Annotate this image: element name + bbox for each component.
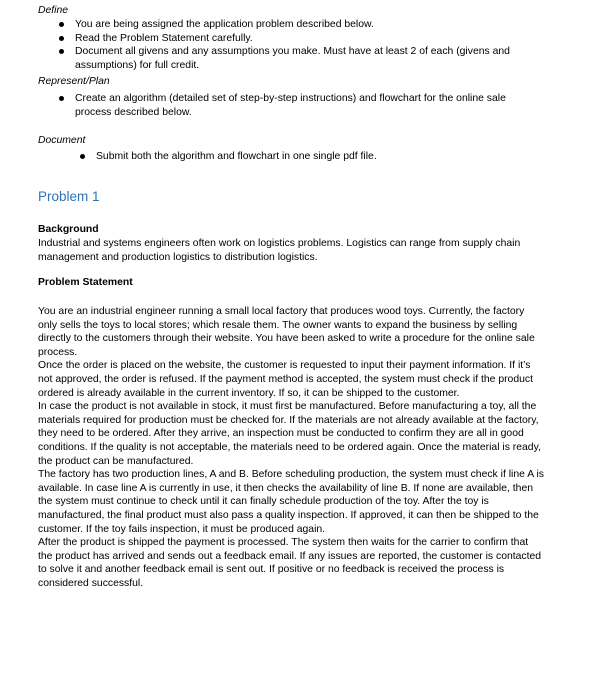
document-heading: Document (38, 135, 86, 146)
list-item: You are being assigned the application problem described below. (57, 18, 537, 32)
problem-title: Problem 1 (38, 189, 100, 204)
list-item: Create an algorithm (detailed set of step-by-step instructions) and flowchart for the online sale process described below. (57, 92, 537, 119)
statement-paragraph: You are an industrial engineer running a small local factory that produces wood toys. Currently, the factory only sells the toys to local stores; which resale them. The owner wants to expand the business by selling directly to the customers through their website. You have been asked to write a procedure for the online sale process. (38, 306, 535, 358)
list-item: Submit both the algorithm and flowchart in one single pdf file. (78, 150, 538, 164)
document-list (78, 150, 538, 164)
represent-heading: Represent/Plan (38, 76, 110, 87)
background-paragraph: Industrial and systems engineers often work on logistics problems. Logistics can range from supply chain management and production logistics to distribution logistics. (38, 238, 521, 263)
background-text (38, 237, 544, 264)
statement-paragraph: In case the product is not available in stock, it must first be manufactured. Before manufacturing a toy, all the materials required for production must be checked for. If the materials are not already available at the factory, they need to be ordered. After they arrive, an inspection must be conducted to confirm they are all in good conditions. If the quality is not acceptable, the materials need to be ordered again. Once the material is ready, the product can be manufactured. (38, 401, 541, 467)
list-item: Document all givens and any assumptions you make. Must have at least 2 of each (givens and assumptions) for full credit. (57, 45, 537, 72)
statement-paragraph: Once the order is placed on the website, the customer is requested to input their payment information. If it’s not approved, the order is refused. If the payment method is accepted, the system must check if the product ordered is already available in the current inventory. If so, it can be shipped to the customer. (38, 360, 533, 399)
represent-list (57, 92, 537, 119)
statement-paragraph: The factory has two production lines, A and B. Before scheduling production, the system must check if line A is available. In case line A is currently in use, it then checks the availability of line B. If none are available, then the system must continue to check until it can finally schedule production of the toy. After the toy is manufactured, the final product must also pass a quality inspection. If approved, it can then be shipped to the customer. If the toy fails inspection, it must be produced again. (38, 469, 544, 535)
statement-paragraph: After the product is shipped the payment is processed. The system then waits for the carrier to confirm that the product has arrived and sends out a feedback email. If any issues are reported, the customer is contacted to solve it and another feedback email is sent out. If positive or no feedback is received the process is considered successful. (38, 537, 542, 589)
define-list (57, 18, 537, 72)
problem-statement-heading: Problem Statement (38, 277, 133, 288)
problem-statement-text (38, 305, 544, 590)
list-item: Read the Problem Statement carefully. (57, 32, 537, 46)
background-heading: Background (38, 224, 99, 235)
define-heading: Define (38, 5, 69, 16)
